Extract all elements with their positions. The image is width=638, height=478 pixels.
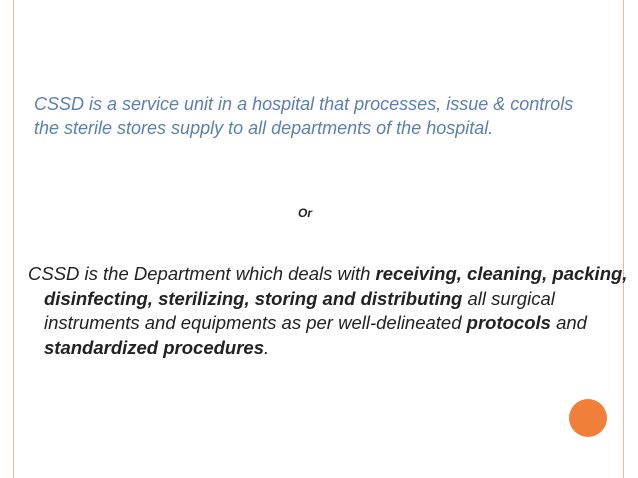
definition-two-text-2: all surgical instruments and equipments as per well-delineated (44, 287, 555, 333)
definition-two-text-3: and (550, 312, 587, 333)
definition-two-text-1: CSSD is the Department which deals with (28, 263, 376, 284)
definition-one: CSSD is a service unit in a hospital that processes, issue & controls the sterile stores supply to all departments of the hospital. (34, 94, 574, 138)
definition-two-text-4: . (264, 336, 270, 358)
or-separator: Or (297, 206, 312, 220)
definition-two-bold-protocols: protocols (466, 312, 551, 333)
slide-frame (13, 0, 624, 478)
definition-two-bold-activities: receiving, cleaning, packing, disinfecting, sterilizing, storing and distributing (44, 263, 628, 309)
orange-circle-decoration (569, 399, 607, 437)
definition-two (28, 262, 634, 360)
definition-two-bold-procedures: standardized procedures (44, 336, 265, 358)
